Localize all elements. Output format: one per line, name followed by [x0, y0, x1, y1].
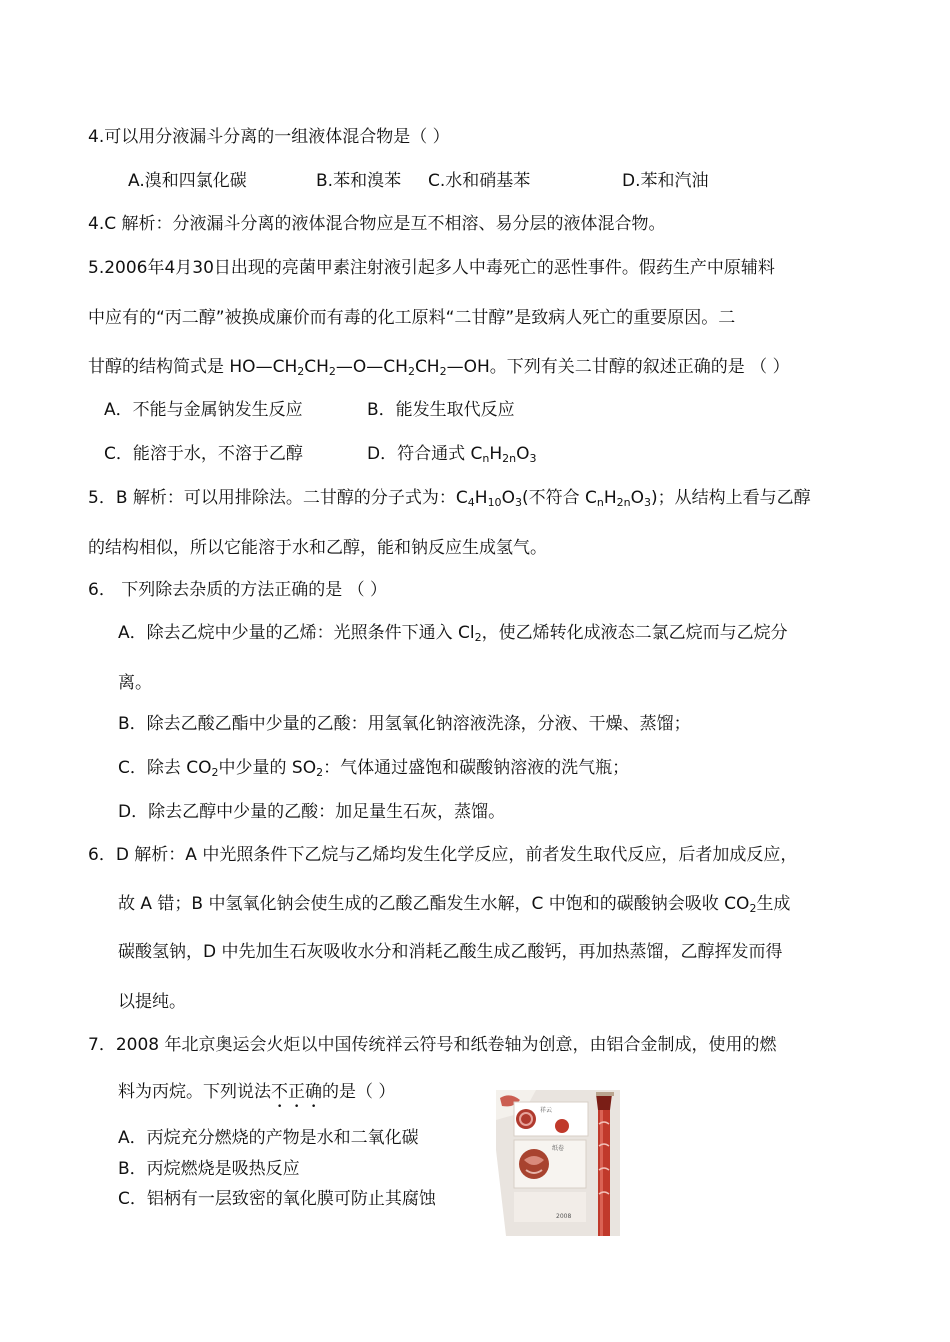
q4-option-d: D.苯和汽油 [622, 171, 709, 191]
q7-option-c: C．铝柄有一层致密的氧化膜可防止其腐蚀 [118, 1189, 436, 1209]
q5-answer-line2: 的结构相似，所以它能溶于水和乙醇，能和钠反应生成氢气。 [88, 538, 547, 558]
q6-answer-line2: 故 A 错；B 中氢氧化钠会使生成的乙酸乙酯发生水解，C 中饱和的碳酸钠会吸收 $CO_2$生成 [118, 894, 791, 915]
q5-option-c: C．能溶于水，不溶于乙醇 [104, 444, 303, 464]
q6-answer-line1: 6．D 解析：A 中光照条件下乙烷与乙烯均发生化学反应，前者发生取代反应，后者加成反应， [88, 845, 798, 865]
q6-option-a-line2: 离。 [118, 673, 152, 693]
q7-option-b: B．丙烷燃烧是吸热反应 [118, 1159, 300, 1179]
q5-option-b: B．能发生取代反应 [367, 400, 515, 420]
photo-label-zhijuan: 纸卷 [552, 1145, 565, 1152]
q4-stem: 4.可以用分液漏斗分离的一组液体混合物是（ ） [88, 127, 450, 147]
q6-answer-line3: 碳酸氢钠，D 中先加生石灰吸收水分和消耗乙酸生成乙酸钙，再加热蒸馏，乙醇挥发而得 [118, 942, 783, 962]
q4-option-a: A.溴和四氯化碳 [128, 171, 247, 191]
photo-label-2008: 2008 [556, 1213, 572, 1220]
q5-option-d: D．符合通式 $C_nH_{2n}O_3$ [367, 444, 537, 465]
q6-option-a-line1: A．除去乙烷中少量的乙烯：光照条件下通入 $Cl_2$，使乙烯转化成液态二氯乙烷而与乙烷分 [118, 623, 788, 644]
olympic-torch-image [496, 1090, 620, 1236]
q7-emphasis-not-correct: 不正确 [271, 1082, 322, 1102]
photo-label-xiangyun: 祥云 [540, 1107, 553, 1114]
q5-answer-line1: 5．B 解析：可以用排除法。二甘醇的分子式为：$C_4H_{10}O_3$(不符合 $C_nH_{2n}O_3$)；从结构上看与乙醇 [88, 488, 811, 509]
q6-option-c: C．除去 $CO_2$中少量的 $SO_2$：气体通过盛饱和碳酸钠溶液的洗气瓶； [118, 758, 630, 779]
q6-option-b: B．除去乙酸乙酯中少量的乙酸：用氢氧化钠溶液洗涤，分液、干燥、蒸馏； [118, 714, 691, 734]
q7-stem-line1: 7．2008 年北京奥运会火炬以中国传统祥云符号和纸卷轴为创意，由铝合金制成，使用的燃 [88, 1035, 777, 1055]
q5-stem-line1: 5.2006年4月30日出现的亮菌甲素注射液引起多人中毒死亡的恶性事件。假药生产中原辅料 [88, 258, 775, 278]
q7-option-a: A．丙烷充分燃烧的产物是水和二氧化碳 [118, 1128, 419, 1148]
q6-option-d: D．除去乙醇中少量的乙酸：加足量生石灰，蒸馏。 [118, 802, 506, 822]
q4-answer: 4.C 解析：分液漏斗分离的液体混合物应是互不相溶、易分层的液体混合物。 [88, 214, 666, 234]
q6-stem: 6． 下列除去杂质的方法正确的是 （ ） [88, 580, 388, 600]
q4-option-b: B.苯和溴苯 [316, 171, 402, 191]
q4-option-c: C.水和硝基苯 [428, 171, 531, 191]
q5-stem-line2: 中应有的“丙二醇”被换成廉价而有毒的化工原料“二甘醇”是致病人死亡的重要原因。二 [88, 308, 736, 328]
q5-stem-line3: 甘醇的结构简式是 $HO—CH_2CH_2—O—CH_2CH_2—OH$。下列有关二甘醇的叙述正确的是 （ ） [88, 357, 790, 378]
q7-stem-line2: 料为丙烷。下列说法不正确的是（ ） [118, 1082, 396, 1102]
q5-option-a: A．不能与金属钠发生反应 [104, 400, 303, 420]
q6-answer-line4: 以提纯。 [118, 992, 186, 1012]
